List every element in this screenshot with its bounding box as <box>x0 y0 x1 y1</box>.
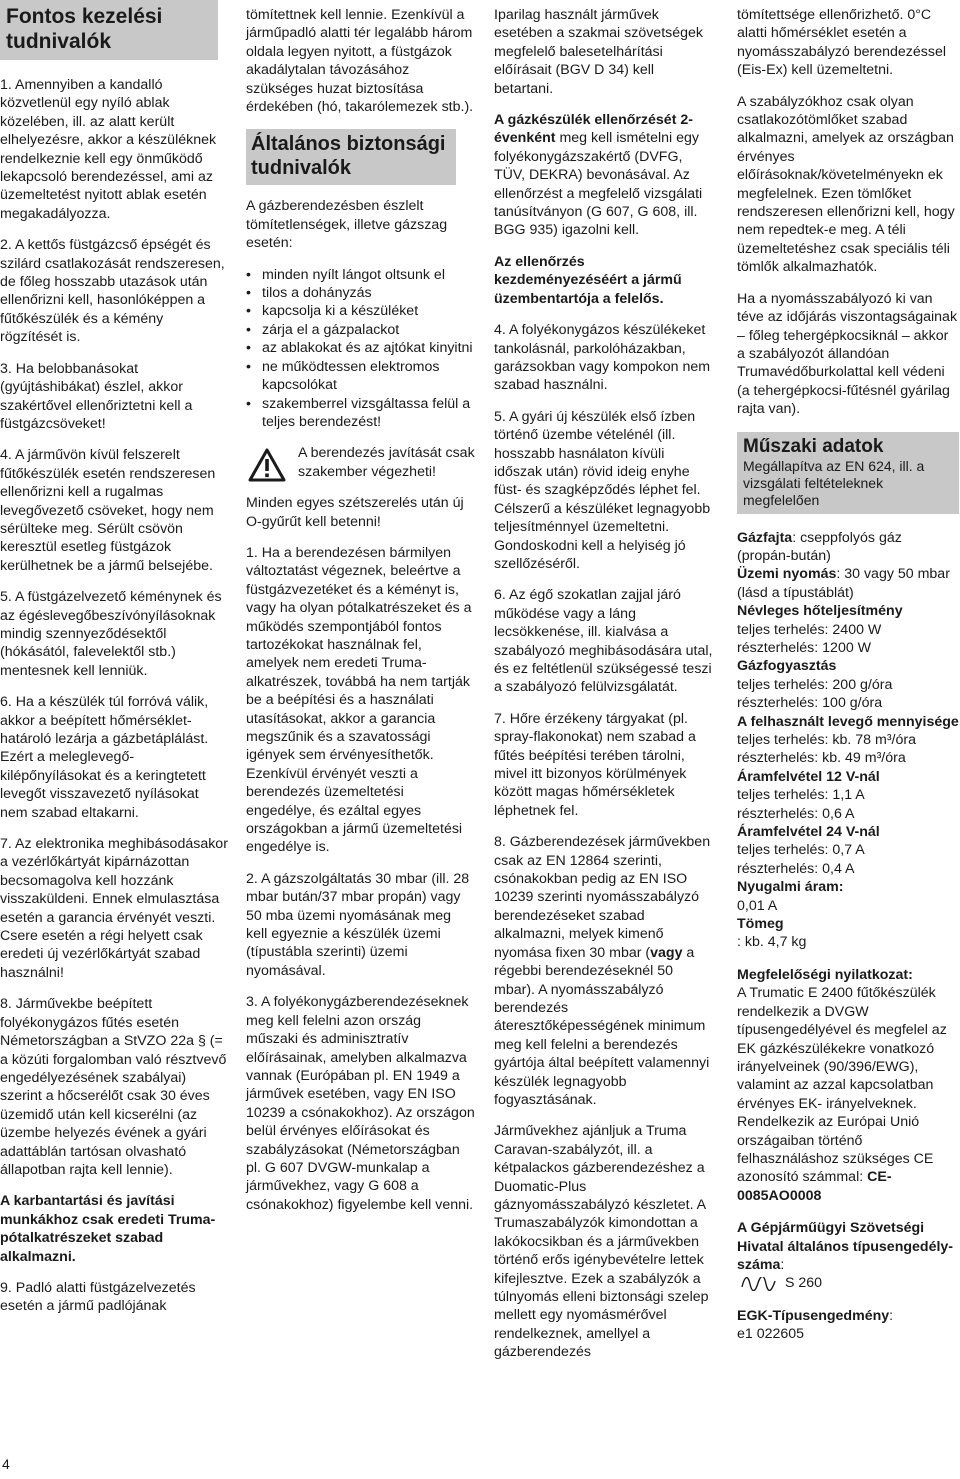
paragraph: 4. A folyékonygázos készülékeket tankolásnál, parkolóházakban, garázsokban vagy kompokon nem szabad használni. <box>494 322 711 394</box>
regulator-paragraph <box>494 833 716 1109</box>
paragraph: 4. A járművön kívül felszerelt fűtőkészülék esetén rendszeresen ellenőrizni kell a rugalmas levegővezető csöveket, hogy nem sérülteke meg. Sérült csövön keresztül esetleg füstgázok kerülhetnek be a jármű belsejébe. <box>0 447 216 574</box>
spec-value: S 260 <box>785 1275 823 1292</box>
paragraph: Járművekhez ajánljuk a Truma Caravan-szabályzót, ill. a kétpalackos gázberendezéshez a Duomatic-Plus gáznyomásszabályzó készletet. A Trumaszabályzók kimondottan a lakókocsikban és a járművekben történő erős igénybevételre lettek kifejlesztve. Ezek a szabályzók a túlnyomás elleni biztonsági szelep mellett egy nyomásmérővel rendelkeznek, amellyel a gázberendezés <box>494 1123 709 1361</box>
paragraph: 1. Ha a berendezésen bármilyen változtatást végeznek, beleértve a füstgázvezetéket és a kéményt is, vagy ha olyan pótalkatrészeket és a működés szempontjából fontos tartozékokat használnak fel, amelyek nem eredeti Truma-alkatrészek, továbbá ha nem tartják be a beépítési és a használati utasításokat, akkor a garancia megszűnik és a szavatossági igények sem érvényesíthetők. Ezenkívül érvényét veszti a berendezés üzemeltetési engedélye, és ezáltal egyes országokban a jármű üzemeltetési engedélye is. <box>246 544 472 856</box>
spec-label: A felhasznált levegő mennyisége <box>737 713 959 730</box>
spec-gas-type <box>737 529 959 566</box>
spec-label: Üzemi nyomás <box>737 566 837 583</box>
spec-value: részterhelés: kb. 49 m³/óra <box>737 750 906 767</box>
spec-label: Gázfajta <box>737 529 793 546</box>
safety-bullet-list <box>246 266 476 432</box>
spec-value: teljes terhelés: 200 g/óra <box>737 676 893 693</box>
paragraph: 2. A kettős füstgázcső épségét és szilárd csatlakozását rendszeresen, de főleg hosszabb utazások után ellenőrizni kell, hasonlóképpen a fűtőkészülék és a kémény rögzítését is. <box>0 237 225 346</box>
section-heading-important-notes: Fontos kezelési tudnivalók <box>0 0 218 60</box>
technical-data-header <box>737 432 959 514</box>
type-approval-label: A Gépjárműügyi Szövetségi Hivatal általános típusengedély-száma <box>737 1220 954 1273</box>
inspection-paragraph <box>494 111 716 240</box>
list-item: • szakemberrel vizsgáltassa felül a teljes berendezést! <box>246 395 476 432</box>
type-approval <box>737 1219 959 1274</box>
paragraph: tömítettsége ellenőrizhető. 0°C alatti hőmérséklet esetén a nyomásszabályzó berendezéssel (Eis-Ex) kell üzemeltetni. <box>737 7 946 79</box>
spec-value: teljes terhelés: 2400 W <box>737 621 882 638</box>
warning-triangle-icon <box>248 448 286 482</box>
spec-label: Gázfogyasztás <box>737 658 837 675</box>
list-item: • az ablakokat és az ajtókat kinyitni <box>246 339 476 357</box>
paragraph: A gázberendezésben észlelt tömítetlenségek, illetve gázszag esetén: <box>246 198 448 252</box>
paragraph: 2. A gázszolgáltatás 30 mbar (ill. 28 mbar bután/37 mbar propán) vagy 50 mba üzemi nyomásának meg kell egyeznie a készülék üzemi (típustábla szerinti) üzemi nyomásával. <box>246 870 470 979</box>
technical-data-subtitle: Megállapítva az EN 624, ill. a vizsgálati feltételeknek megfelelően <box>743 457 925 508</box>
paragraph: 3. A folyékonygázberendezéseknek meg kell felelni azon ország műszaki és adminisztratív előírásainak, amelyben alkalmazva vannak (Európában pl. EN 1949 a járművek esetében, vagy EN ISO 10239 a csónakokhoz). Az országon belül érvényes előírásokat és szabályzásokat (Németországban pl. G 607 DVGW-munkalap a járművekhez, vagy G 608 a csónakokhoz) figyelembe kell venni. <box>246 994 475 1213</box>
ce-number: CE-0085AO0008 <box>737 1169 892 1204</box>
spec-value: : cseppfolyós gáz (propán-bután) <box>737 529 902 564</box>
column-1 <box>0 6 228 1329</box>
spare-parts-notice: A karbantartási és javítási munkákhoz csak eredeti Truma-pótalkatrészeket szabad alkalmazni. <box>0 1193 216 1265</box>
paragraph: 8. Járművekbe beépített folyékonygázos fűtés esetén Németországban a StVZO 22a § (= a közúti forgalomban való résztvevő engedélyezésének szabályai) szerint a hőcserélőt csak 30 éves üzemidő után kell kicserélni (az üzembe helyezés évének a gyári adattáblán tartósan olvasható állapotban rajta kell lennie). <box>0 996 227 1178</box>
spec-label: Áramfelvétel 12 V-nál <box>737 768 880 785</box>
spec-value: teljes terhelés: 0,7 A <box>737 842 865 859</box>
warning-text: A berendezés javítását csak szakember végezheti! <box>298 445 475 480</box>
conformity-text <box>737 984 959 1205</box>
inspection-text: meg kell ismételni egy folyékonygázszakértő (DVFG, TÜV, DEKRA) bevonásával. Az ellenőrzést a megfelelő vizsgálati tanúsítványon (G 607, G 608, ill. BGG 935) igazolni kell. <box>494 130 703 239</box>
column-3 <box>494 6 716 1375</box>
spec-pressure <box>737 565 959 583</box>
section-heading-safety: Általános biztonsági tudnivalók <box>246 129 456 185</box>
text-run-bold: vagy <box>650 944 683 961</box>
paragraph: tömítettnek kell lennie. Ezenkívül a járműpadló alatti tér legalább három oldala legyen nyitott, a füstgázok akadálytalan távozásához szükséges huzat biztosítása érdekében (hó, takarólemezek stb.). <box>246 7 474 116</box>
paragraph: 6. Az égő szokatlan zajjal járó működése vagy a láng lecsökkenése, ill. kialvása a szabályozó meghibásodására utal, és ez feltétlenül szükségessé teszi a szabályozó felülvizsgálatát. <box>494 587 713 696</box>
text-run: a régebbi berendezéseknél 50 mbar). A nyomásszabályzó berendezés áteresztőképességének minimum meg kell felelni a berendezés gyártója által beépített valamennyi készülék legnagyobb fogyasztásának. <box>494 944 710 1108</box>
paragraph: 3. Ha belobbanásokat (gyújtáshibákat) észlel, akkor szakértővel ellenőriztetni kell a füstgázcsöveket! <box>0 360 193 432</box>
egk-number: e1 022605 <box>737 1326 805 1343</box>
paragraph: A szabályzókhoz csak olyan csatlakozótömlőket szabad alkalmazni, amelyek az országban érvényes előírásoknak/követelményekn ek megfelelnek. Ezen tömlőket rendszeresen ellenőrizni kell, hogy nem repedtek-e meg. A téli üzemeltetéshez csak speciális téli tömlők alkalmazhatók. <box>737 93 955 276</box>
responsibility-notice: Az ellenőrzés kezdeményezéséért a jármű üzembentartója a felelős. <box>494 253 682 307</box>
spec-label: Névleges hőteljesítmény <box>737 603 903 620</box>
text-run: 8. Gázberendezések járművekben csak az EN 12864 szerinti, csónakokban pedig az EN ISO 10239 szerinti nyomásszabályzó berendezéseket szabad alkalmazni, melyek kimenő nyomása fixen 30 mbar ( <box>494 834 711 961</box>
text-run: : <box>889 1307 894 1324</box>
paragraph: Ha a nyomásszabályozó ki van téve az időjárás viszontagságainak – főleg tehergépkocsiknál – akkor a szabályozót állandóan Trumavédőburkolattal kell védeni (a tehergépkocsi-fűtésnél gyárilag rajta van). <box>737 290 958 418</box>
spec-value: részterhelés: 0,4 A <box>737 860 855 877</box>
list-item: • kapcsolja ki a készüléket <box>246 302 476 320</box>
inspection-bold: A gázkészülék ellenőrzését <box>494 112 677 129</box>
egk-label: EGK-Típusengedmény <box>737 1307 890 1324</box>
page-number: 4 <box>2 1456 10 1472</box>
spec-label: Nyugalmi áram: <box>737 879 844 896</box>
list-item: • ne működtessen elektromos kapcsolókat <box>246 358 476 395</box>
technical-data-title: Műszaki adatok <box>743 435 884 457</box>
wave-symbol-icon <box>741 1277 777 1291</box>
spec-value: : kb. 4,7 kg <box>737 934 807 951</box>
paragraph: 1. Amennyiben a kandalló közvetlenül egy nyíló ablak közelében, ill. az alatt került elhelyezésre, akkor a készüléknek rendelkeznie kell egy önműködő lekapcsoló berendezéssel, ami az üzemeltetést nyitott ablak esetén megakadályozza. <box>0 77 217 222</box>
spec-value: : 30 vagy 50 mbar <box>836 566 950 583</box>
paragraph: 5. A gyári új készülék első ízben történő üzembe vételénél (ill. hosszabb hasnálaton kívüli időszak után) rövid ideig enyhe füst- és szagképződés léphet fel. Célszerű a készüléket legnagyobb teljesítménnyel üzemeltetni. Gondoskodni kell a helyiség jó szellőzéséről. <box>494 408 711 572</box>
paragraph: 7. Hőre érzékeny tárgyakat (pl. spray-flakonokat) nem szabad a fűtés beépítési terében tárolni, mivel itt bizonyos körülmények között magas hőmérsékletek léphetnek fel. <box>494 710 696 819</box>
list-item: • tilos a dohányzás <box>246 284 476 302</box>
text-run: : <box>780 1256 785 1273</box>
technical-specs <box>737 529 959 1344</box>
spec-value: részterhelés: 1200 W <box>737 639 872 656</box>
conformity-label: Megfelelőségi nyilatkozat: <box>737 966 913 983</box>
paragraph: 9. Padló alatti füstgázelvezetés esetén a jármű padlójának <box>0 1279 196 1315</box>
spec-value: részterhelés: 100 g/óra <box>737 695 883 712</box>
spec-value: teljes terhelés: kb. 78 m³/óra <box>737 732 916 748</box>
spec-weight <box>737 915 959 933</box>
column-2 <box>246 6 476 1227</box>
type-approval-number <box>737 1274 959 1292</box>
paragraph: 5. A füstgázelvezető kéménynek és az égéslevegőbeszívónyílásoknak mindig szennyeződésektől (hókásától, falevelektől stb.) mentesnek kell lenniük. <box>0 589 222 679</box>
paragraph: 6. Ha a készülék túl forróvá válik, akkor a beépített hőmérséklet-határoló lezárja a gázbetáplálást. Ezért a meleglevegő-kilépőnyílásokat és a keringtetett levegőt visszavezető nyílásokat nem szabad eltakarni. <box>0 694 209 821</box>
list-item: • minden nyílt lángot oltsunk el <box>246 266 476 284</box>
paragraph: Minden egyes szétszerelés után új O-gyűrűt kell betenni! <box>246 495 464 530</box>
paragraph: Iparilag használt járművek esetében a szakmai szövetségek megfelelő balesetelhárítási előírásait (BGV D 34) kell betartani. <box>494 7 703 97</box>
spec-value: teljes terhelés: 1,1 A <box>737 787 865 804</box>
egk-approval <box>737 1307 959 1325</box>
list-item: • zárja el a gázpalackot <box>246 321 476 339</box>
spec-value: részterhelés: 0,6 A <box>737 805 855 822</box>
text-run: A Trumatic E 2400 fűtőkészülék rendelkezik a DVGW típusengedélyével és megfelel az EK gázkészülékekre vonatkozó irányelveinek (90/396/EWG), valamint az azzal kapcsolatban érvényes EK- irányelveknek. Rendelkezik az Európai Unió országaiban történő felhasználáshoz szükséges CE azonosító számmal: <box>737 985 947 1186</box>
spec-label: Tömeg <box>737 916 784 933</box>
spec-label: Áramfelvétel 24 V-nál <box>737 824 880 841</box>
inspection-interval: 2-évenként <box>494 112 693 147</box>
column-4 <box>737 6 959 1344</box>
warning-block <box>246 444 476 481</box>
spec-value: (lásd a típustáblát) <box>737 584 854 601</box>
spec-value: 0,01 A <box>737 897 778 914</box>
paragraph: 7. Az elektronika meghibásodásakor a vezérlőkártyát kipárnázottan becsomagolva kell hozzánk visszaküldeni. Ennek elmulasztása esetén a garancia érvényét veszti. Csere esetén a régi helyett csak eredeti új vezérlőkártyát szabad használni! <box>0 836 228 981</box>
